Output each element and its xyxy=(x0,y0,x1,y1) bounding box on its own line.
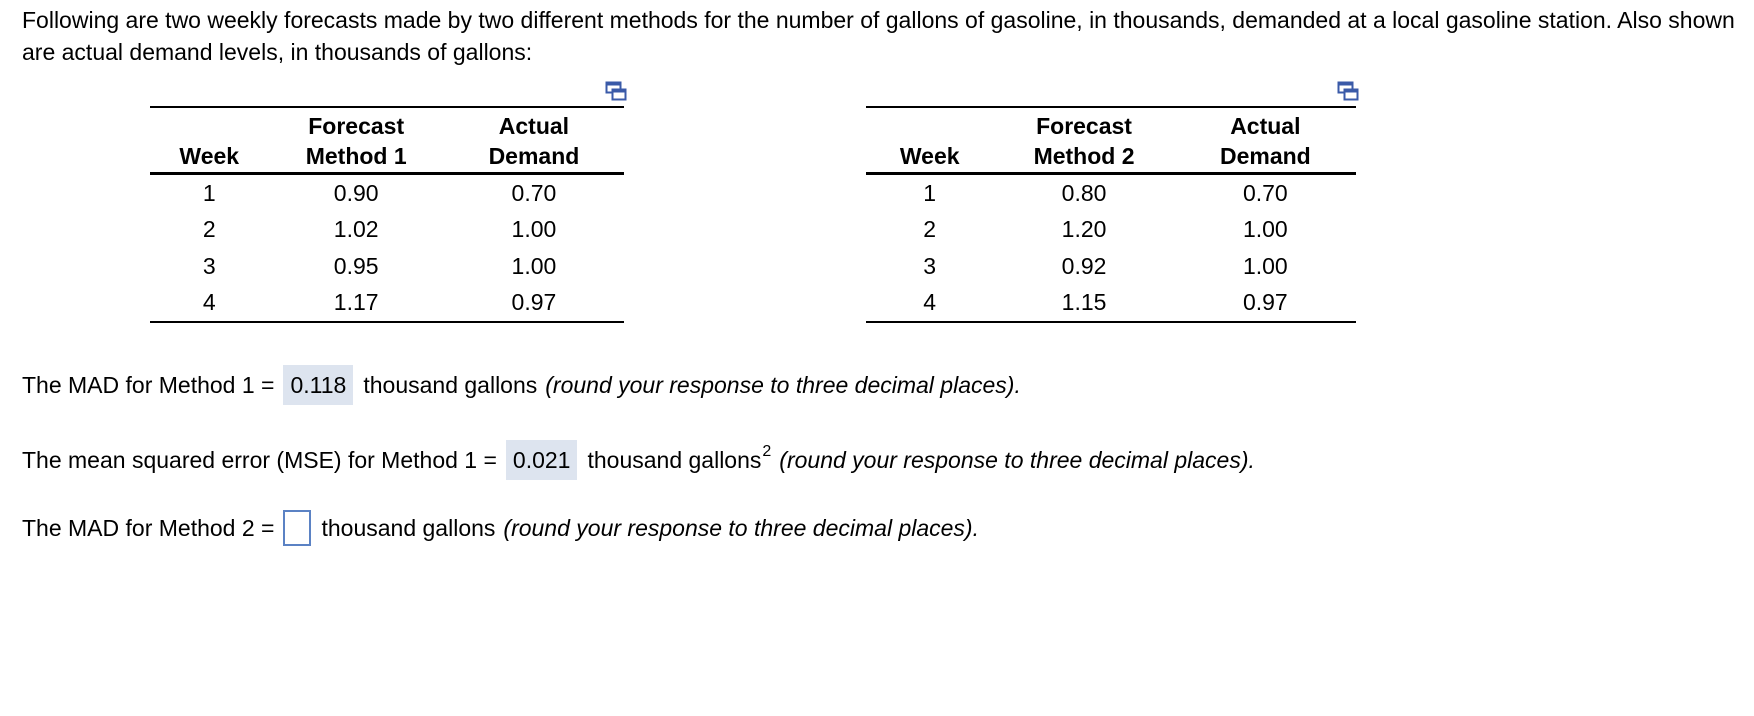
header-week: Week xyxy=(150,140,269,174)
cell-forecast: 1.17 xyxy=(269,285,444,323)
cell-actual: 1.00 xyxy=(511,252,557,279)
table-row xyxy=(866,212,1356,249)
cell-actual: 0.70 xyxy=(1242,179,1288,206)
cell-week: 4 xyxy=(150,285,269,323)
question-hint: (round your response to three decimal places). xyxy=(779,447,1255,473)
question-unit: thousand gallons xyxy=(321,515,496,541)
header-forecast: Forecast xyxy=(269,107,444,140)
question-hint: (round your response to three decimal places). xyxy=(503,515,979,541)
cell-week: 3 xyxy=(923,252,937,279)
header-demand: Demand xyxy=(1175,140,1356,174)
table-method-2 xyxy=(866,106,1356,323)
header-actual: Actual xyxy=(444,107,624,140)
cell-actual: 1.00 xyxy=(1242,252,1288,279)
mad-method-1-answer[interactable]: 0.118 xyxy=(283,365,353,405)
cell-week: 4 xyxy=(866,285,993,323)
cell-week: 1 xyxy=(923,179,937,206)
cell-forecast: 1.20 xyxy=(1061,216,1107,243)
table-row xyxy=(866,174,1356,212)
table-row xyxy=(866,285,1356,323)
intro-text: Following are two weekly forecasts made by two different methods for the number of gallons of gasoline, in thousands, demanded at a local gasoline station. Also shown are actual demand levels, in thousands of gallons: xyxy=(22,7,1735,65)
mad-method-2-input[interactable] xyxy=(283,510,311,546)
cell-forecast: 0.92 xyxy=(1061,252,1107,279)
cell-actual: 0.70 xyxy=(511,179,557,206)
cell-week: 2 xyxy=(923,216,937,243)
question-mse-method-1 xyxy=(22,440,1255,480)
table-row xyxy=(150,174,624,212)
question-unit: thousand gallons xyxy=(587,447,762,473)
cell-actual: 1.00 xyxy=(1242,216,1288,243)
header-method: Method 1 xyxy=(269,140,444,174)
cell-week: 1 xyxy=(202,179,216,206)
cell-forecast: 1.15 xyxy=(993,285,1174,323)
table-method-1 xyxy=(150,106,624,323)
question-hint: (round your response to three decimal places). xyxy=(545,372,1021,398)
question-mad-method-2 xyxy=(22,510,979,546)
copy-table-icon[interactable] xyxy=(605,81,627,101)
header-forecast: Forecast xyxy=(993,107,1174,140)
mse-method-1-answer[interactable]: 0.021 xyxy=(506,440,578,480)
header-demand: Demand xyxy=(444,140,624,174)
question-mad-method-1 xyxy=(22,365,1021,405)
table-row xyxy=(150,212,624,249)
question-unit: thousand gallons xyxy=(363,372,538,398)
table-row xyxy=(150,285,624,323)
question-prefix: The MAD for Method 2 = xyxy=(22,515,275,541)
cell-forecast: 0.95 xyxy=(333,252,379,279)
table-row xyxy=(866,248,1356,285)
cell-actual: 0.97 xyxy=(444,285,624,323)
header-week-spacer xyxy=(866,107,993,140)
cell-forecast: 0.80 xyxy=(1061,179,1107,206)
header-actual: Actual xyxy=(1175,107,1356,140)
question-prefix: The MAD for Method 1 = xyxy=(22,372,275,398)
copy-table-icon[interactable] xyxy=(1337,81,1359,101)
header-week-spacer xyxy=(150,107,269,140)
cell-forecast: 0.90 xyxy=(333,179,379,206)
cell-actual: 0.97 xyxy=(1175,285,1356,323)
header-week: Week xyxy=(866,140,993,174)
header-method: Method 2 xyxy=(993,140,1174,174)
unit-superscript: 2 xyxy=(762,443,772,460)
table-row xyxy=(150,248,624,285)
cell-forecast: 1.02 xyxy=(333,216,379,243)
question-prefix: The mean squared error (MSE) for Method 1 = xyxy=(22,447,497,473)
cell-week: 2 xyxy=(202,216,216,243)
cell-actual: 1.00 xyxy=(511,216,557,243)
cell-week: 3 xyxy=(202,252,216,279)
